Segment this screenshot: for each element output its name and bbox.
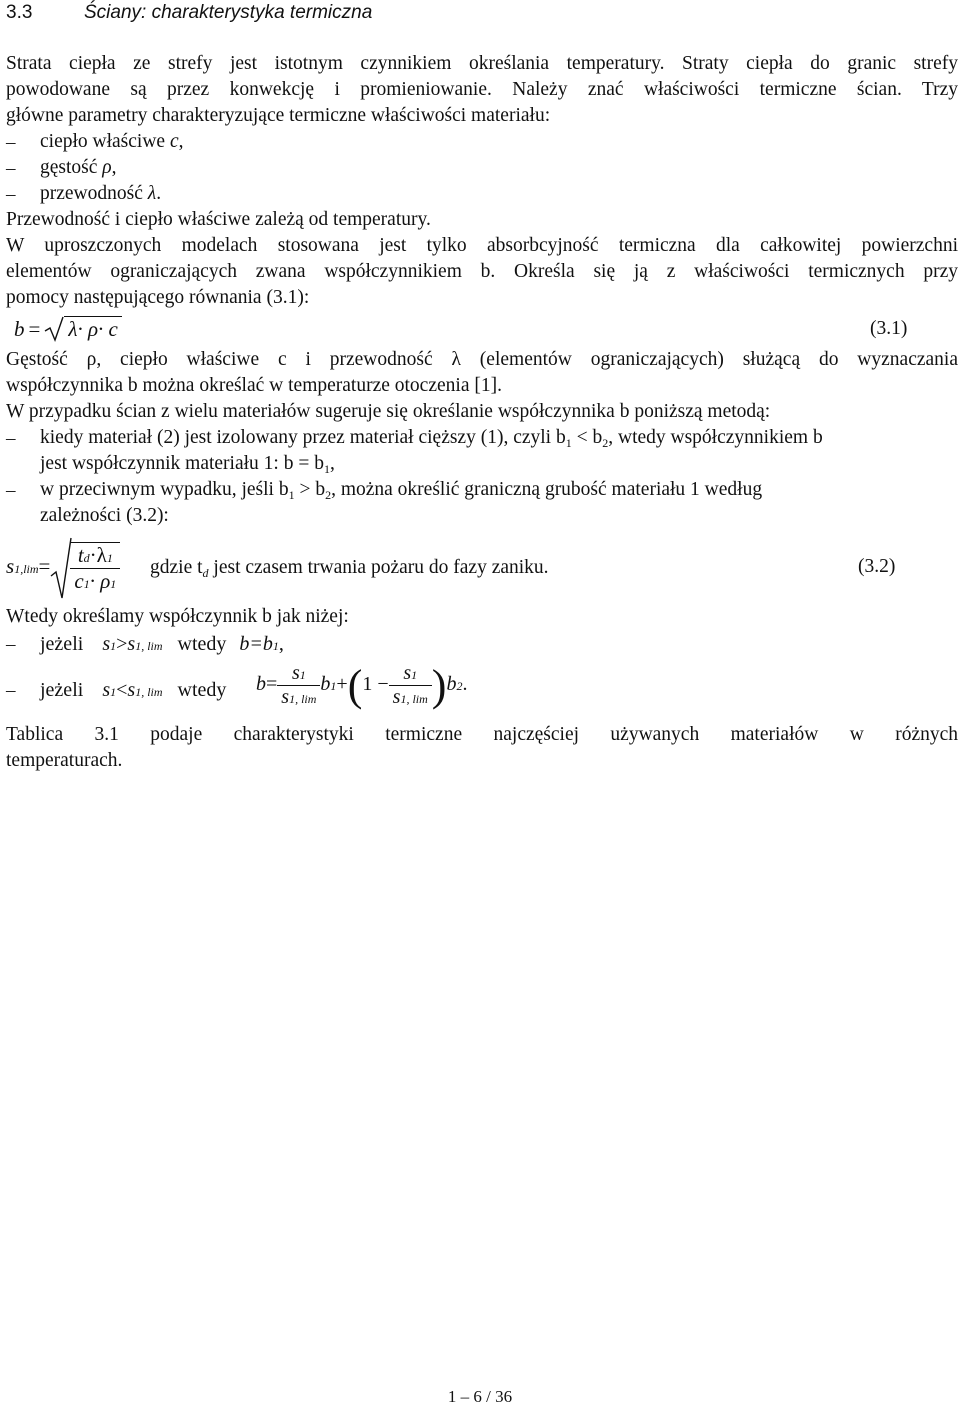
paragraph-line: współczynnika b można określać w temperaturze otoczenia [1]. bbox=[6, 375, 502, 396]
list-item: przewodność λ. bbox=[40, 183, 162, 204]
list-dash: – bbox=[6, 428, 16, 449]
paragraph-line: Tablica 3.1 podaje charakterystyki termiczne najczęściej używanych materiałów w różnych bbox=[6, 724, 958, 745]
condition-2-formula: b= $\frac{s1}{s1, \lim}$ b1+(1 − $\frac{s1}{s1, \lim}$ )b2. bbox=[256, 661, 468, 710]
sqrt-icon bbox=[44, 316, 64, 342]
list-item: ciepło właściwe c, bbox=[40, 131, 184, 152]
section-title: Ściany: charakterystyka termiczna bbox=[84, 2, 373, 23]
equation-number: (3.2) bbox=[858, 556, 896, 577]
list-dash: – bbox=[6, 634, 16, 655]
section-number: 3.3 bbox=[6, 2, 33, 23]
list-item: w przeciwnym wypadku, jeśli $b_1 > b_2$, można określić graniczną grubość materiału 1 według bbox=[40, 479, 763, 502]
list-dash: – bbox=[6, 184, 16, 205]
paragraph-line: powodowane są przez konwekcję i promieniowanie. Należy znać właściwości termiczne ścian. Trzy bbox=[6, 79, 958, 100]
condition-1: jeżeli s1>s1, lim wtedy b=b1, bbox=[40, 633, 284, 655]
paragraph-line: Gęstość ρ, ciepło właściwe c i przewodność λ (elementów ograniczających) służącą do wyznaczania bbox=[6, 349, 958, 370]
page-footer: 1 – 6 / 36 bbox=[447, 1387, 513, 1406]
list-item-continuation: zależności (3.2): bbox=[40, 505, 169, 526]
sqrt-icon bbox=[50, 536, 72, 600]
list-dash: – bbox=[6, 680, 16, 701]
equation-note: gdzie $t_d$ jest czasem trwania pożaru do fazy zaniku. bbox=[150, 557, 549, 580]
paragraph-line: W przypadku ścian z wielu materiałów sugeruje się określanie współczynnika b poniższą metodą: bbox=[6, 401, 771, 422]
paragraph-line: W uproszczonych modelach stosowana jest tylko absorbcyjność termiczna dla całkowitej powierzchni bbox=[6, 235, 958, 256]
paragraph-line: Wtedy określamy współczynnik b jak niżej: bbox=[6, 606, 349, 627]
list-item-continuation: jest współczynnik materiału 1: $b = b_1$, bbox=[40, 453, 335, 476]
paragraph-line: pomocy następującego równania (3.1): bbox=[6, 287, 310, 308]
list-item: gęstość ρ, bbox=[40, 157, 117, 178]
equation-3-2: s1,lim= $\frac{td\cdot\lambda 1}{c1\cdot \rho 1}$ bbox=[6, 536, 120, 600]
equation-3-1: b = λ· ρ· c bbox=[14, 316, 122, 342]
paragraph-line: Strata ciepła ze strefy jest istotnym czynnikiem określania temperatury. Straty ciepła do granic strefy bbox=[6, 53, 958, 74]
list-dash: – bbox=[6, 132, 16, 153]
paragraph-line: główne parametry charakteryzujące termiczne właściwości materiału: bbox=[6, 105, 551, 126]
paragraph-line: temperaturach. bbox=[6, 750, 123, 771]
list-item: kiedy materiał (2) jest izolowany przez materiał cięższy (1), czyli $b_1 < b_2$, wtedy współczynnikiem b bbox=[40, 427, 823, 450]
paragraph-line: elementów ograniczających zwana współczynnikiem b. Określa się ją z właściwości termicznych przy bbox=[6, 261, 958, 282]
list-dash: – bbox=[6, 158, 16, 179]
list-dash: – bbox=[6, 480, 16, 501]
condition-2: jeżeli s1<s1, lim wtedy bbox=[40, 679, 227, 701]
section-heading bbox=[6, 2, 372, 24]
paragraph-line: Przewodność i ciepło właściwe zależą od temperatury. bbox=[6, 209, 431, 230]
equation-number: (3.1) bbox=[870, 318, 908, 339]
